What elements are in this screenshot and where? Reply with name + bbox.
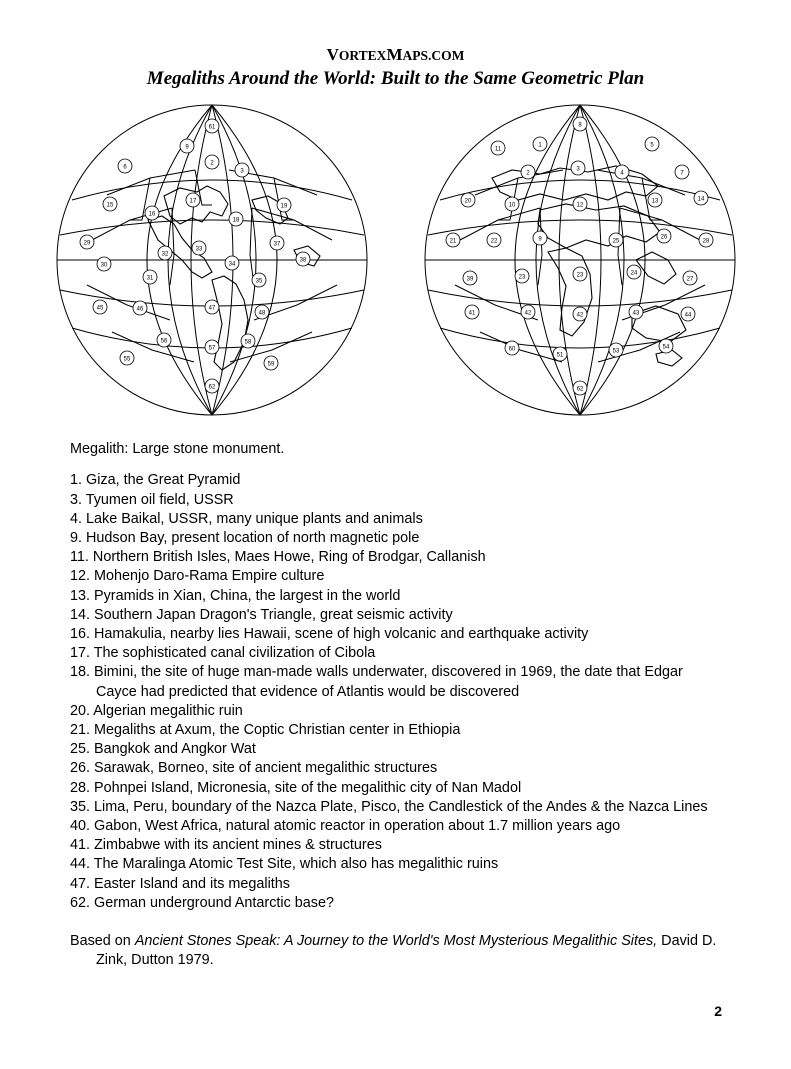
svg-text:9: 9 xyxy=(184,144,189,151)
svg-text:41: 41 xyxy=(468,310,475,317)
site-title-aps: APS xyxy=(402,48,428,63)
svg-text:32: 32 xyxy=(161,251,168,258)
svg-text:12: 12 xyxy=(576,202,583,209)
svg-text:33: 33 xyxy=(195,246,202,253)
document-body xyxy=(70,442,721,970)
megalith-entry-list xyxy=(70,471,721,913)
svg-text:4: 4 xyxy=(619,170,624,177)
svg-text:46: 46 xyxy=(136,306,143,313)
site-title-ortex: ORTEX xyxy=(338,48,387,63)
list-item: 26. Sarawak, Borneo, site of ancient megalithic structures xyxy=(70,760,438,777)
list-item: 40. Gabon, West Africa, natural atomic reactor in operation about 1.7 million years ago xyxy=(70,817,621,834)
svg-text:62: 62 xyxy=(576,386,583,393)
site-title-v: V xyxy=(326,45,339,64)
svg-text:53: 53 xyxy=(612,348,619,355)
list-item: 47. Easter Island and its megaliths xyxy=(70,875,290,892)
globe-figures xyxy=(0,100,791,420)
list-item: 14. Southern Japan Dragon's Triangle, great seismic activity xyxy=(70,606,453,623)
svg-text:18: 18 xyxy=(232,217,239,224)
list-item: 41. Zimbabwe with its ancient mines & structures xyxy=(70,837,382,854)
svg-text:2: 2 xyxy=(525,170,530,177)
svg-text:37: 37 xyxy=(273,241,280,248)
list-item: 13. Pyramids in Xian, China, the largest in the world xyxy=(70,587,401,604)
svg-text:58: 58 xyxy=(244,339,251,346)
svg-text:16: 16 xyxy=(148,211,155,218)
svg-text:3: 3 xyxy=(575,166,580,173)
list-item: 11. Northern British Isles, Maes Howe, Ring of Brodgar, Callanish xyxy=(70,549,486,566)
svg-text:20: 20 xyxy=(464,198,471,205)
source-credit xyxy=(70,932,721,970)
svg-text:9: 9 xyxy=(537,236,542,243)
svg-text:5: 5 xyxy=(649,142,654,149)
svg-text:45: 45 xyxy=(96,305,103,312)
list-item: 44. The Maralinga Atomic Test Site, which also has megalithic ruins xyxy=(70,856,499,873)
list-item: 4. Lake Baikal, USSR, many unique plants and animals xyxy=(70,510,423,527)
svg-text:10: 10 xyxy=(508,202,515,209)
list-item: 21. Megaliths at Axum, the Coptic Christian center in Ethiopia xyxy=(70,721,461,738)
document-page xyxy=(0,46,791,1069)
svg-text:27: 27 xyxy=(686,276,693,283)
svg-text:30: 30 xyxy=(100,262,107,269)
page-title: Megaliths Around the World: Built to the Same Geometric Plan xyxy=(146,68,645,89)
svg-text:11: 11 xyxy=(494,146,501,153)
eastern-hemisphere-globe xyxy=(420,100,740,420)
svg-text:39: 39 xyxy=(466,276,473,283)
svg-text:1: 1 xyxy=(537,142,542,149)
svg-text:42: 42 xyxy=(576,312,583,319)
credit-book-title: Ancient Stones Speak: A Journey to the World's Most Mysterious Megalithic Sites, xyxy=(134,932,658,949)
svg-text:14: 14 xyxy=(697,196,704,203)
svg-text:15: 15 xyxy=(106,202,113,209)
svg-text:7: 7 xyxy=(679,170,684,177)
svg-text:24: 24 xyxy=(630,270,637,277)
svg-text:54: 54 xyxy=(662,344,669,351)
svg-text:43: 43 xyxy=(632,310,639,317)
svg-text:2: 2 xyxy=(209,160,214,167)
svg-text:47: 47 xyxy=(208,305,215,312)
list-item: 62. German underground Antarctic base? xyxy=(70,894,334,911)
lead-paragraph: Megalith: Large stone monument. xyxy=(70,440,285,457)
svg-text:55: 55 xyxy=(123,356,130,363)
svg-text:48: 48 xyxy=(258,310,265,317)
svg-text:6: 6 xyxy=(122,164,127,171)
western-hemisphere-globe xyxy=(52,100,372,420)
list-item: 9. Hudson Bay, present location of north magnetic pole xyxy=(70,529,420,546)
svg-text:62: 62 xyxy=(208,384,215,391)
svg-text:51: 51 xyxy=(556,352,563,359)
svg-text:26: 26 xyxy=(660,234,667,241)
svg-text:28: 28 xyxy=(702,238,709,245)
svg-text:17: 17 xyxy=(189,198,196,205)
credit-suffix: David D. Zink, Dutton 1979. xyxy=(96,932,717,969)
credit-prefix: Based on xyxy=(70,932,135,949)
list-item: 25. Bangkok and Angkor Wat xyxy=(70,741,256,758)
svg-text:3: 3 xyxy=(239,168,244,175)
site-title-m: M xyxy=(386,45,403,64)
list-item: 28. Pohnpei Island, Micronesia, site of the megalithic city of Nan Madol xyxy=(70,779,522,796)
site-title xyxy=(0,46,791,63)
svg-text:19: 19 xyxy=(280,203,287,210)
list-item: 3. Tyumen oil field, USSR xyxy=(70,491,234,508)
page-number: 2 xyxy=(714,1003,722,1019)
svg-text:35: 35 xyxy=(255,278,262,285)
svg-text:25: 25 xyxy=(612,238,619,245)
svg-text:61: 61 xyxy=(208,124,215,131)
list-item: 16. Hamakulia, nearby lies Hawaii, scene of high volcanic and earthquake activity xyxy=(70,625,589,642)
svg-text:60: 60 xyxy=(508,346,515,353)
svg-text:8: 8 xyxy=(577,122,582,129)
svg-text:31: 31 xyxy=(146,275,153,282)
svg-text:22: 22 xyxy=(490,238,497,245)
svg-text:38: 38 xyxy=(299,257,306,264)
svg-text:59: 59 xyxy=(267,361,274,368)
site-title-com: .COM xyxy=(428,48,465,63)
svg-text:23: 23 xyxy=(518,274,525,281)
list-item: 12. Mohenjo Daro-Rama Empire culture xyxy=(70,568,325,585)
svg-text:21: 21 xyxy=(449,238,456,245)
svg-text:44: 44 xyxy=(684,312,691,319)
svg-text:34: 34 xyxy=(228,261,235,268)
svg-text:42: 42 xyxy=(524,310,531,317)
list-item: 17. The sophisticated canal civilization of Cibola xyxy=(70,645,376,662)
list-item: 35. Lima, Peru, boundary of the Nazca Plate, Pisco, the Candlestick of the Andes & the Nazca Lines xyxy=(70,798,708,815)
list-item: 1. Giza, the Great Pyramid xyxy=(70,472,241,489)
svg-text:13: 13 xyxy=(651,198,658,205)
svg-text:23: 23 xyxy=(576,272,583,279)
svg-text:56: 56 xyxy=(160,338,167,345)
svg-text:29: 29 xyxy=(83,240,90,247)
list-item: 20. Algerian megalithic ruin xyxy=(70,702,243,719)
list-item: 18. Bimini, the site of huge man-made walls underwater, discovered in 1969, the date that Edgar Cayce had predicted that evidence of Atlantis would be discovered xyxy=(70,664,683,700)
svg-text:57: 57 xyxy=(208,345,215,352)
